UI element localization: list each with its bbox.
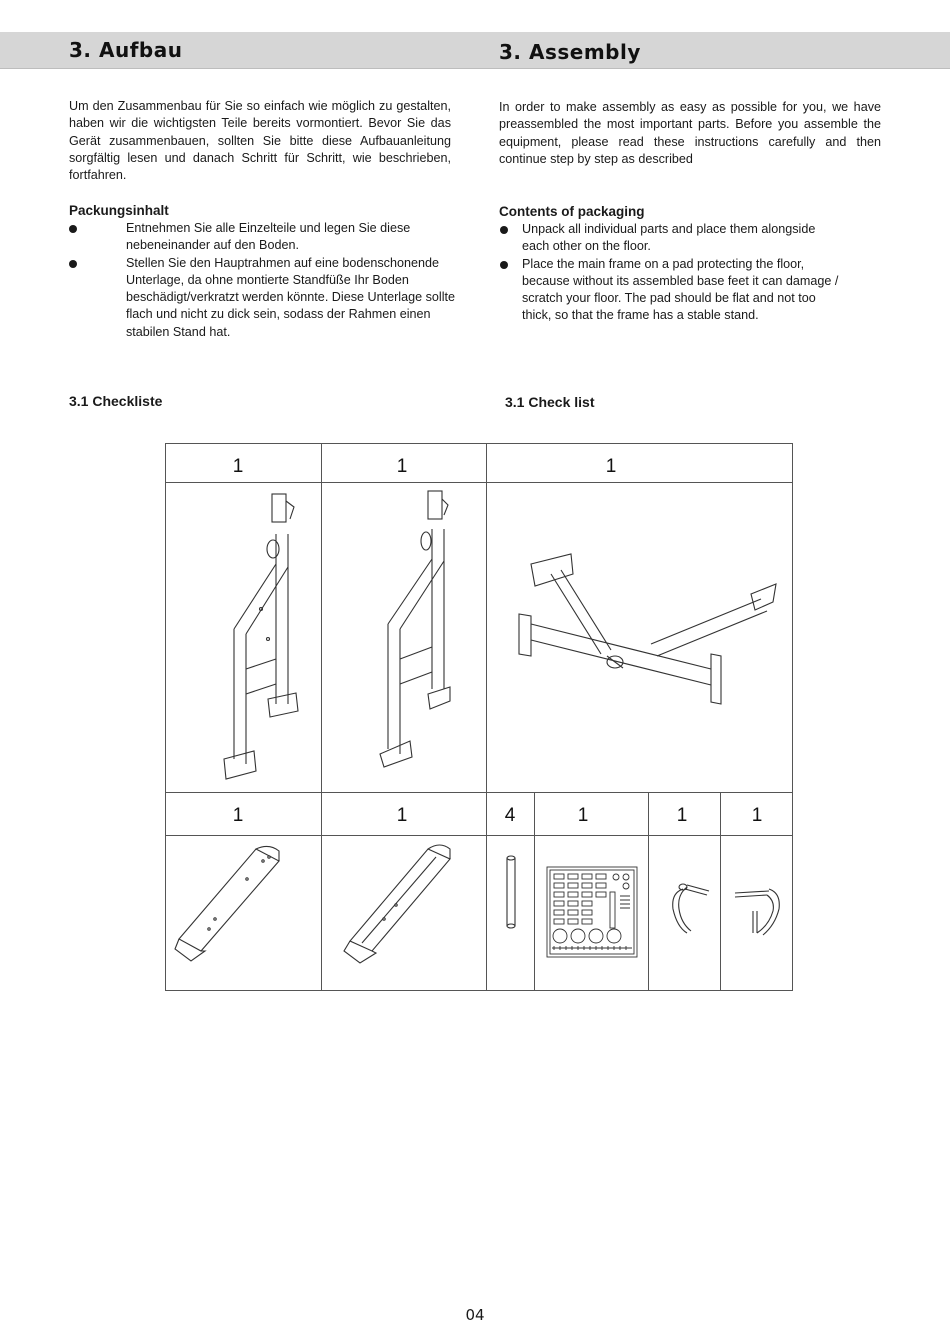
section-title-de: 3. Aufbau bbox=[69, 38, 183, 62]
qty-allen-key-large: 1 bbox=[751, 805, 763, 826]
packaging-title-de: Packungsinhalt bbox=[69, 203, 169, 218]
qty-allen-key-small: 1 bbox=[676, 805, 688, 826]
column-divider bbox=[486, 444, 487, 792]
list-item bbox=[499, 221, 844, 256]
screw-drawing bbox=[501, 854, 521, 934]
qty-rear-foot: 1 bbox=[396, 805, 408, 826]
left-upright-frame-drawing bbox=[206, 489, 316, 789]
allen-key-small-drawing bbox=[661, 879, 713, 939]
checklist-title-de: 3.1 Checkliste bbox=[69, 393, 163, 409]
column-divider bbox=[321, 444, 322, 792]
bullet-icon bbox=[69, 260, 77, 268]
intro-en-text: In order to make assembly as easy as possible for you, we have preassembled the most important parts. Before you assemble the equipment, please read these instructions carefully and then continue step by step as described bbox=[499, 100, 881, 166]
packaging-list-en bbox=[499, 221, 844, 325]
list-item-text: Place the main frame on a pad protecting the floor, because without its assembled base feet it can damage / scratch your floor. The pad should be flat and not too thick, so that the frame has a stable stand. bbox=[522, 256, 839, 323]
list-item-text: Entnehmen Sie alle Einzelteile und legen Sie diese nebeneinander auf den Boden. bbox=[126, 221, 411, 253]
hardware-card-drawing bbox=[546, 866, 638, 958]
qty-right-upright: 1 bbox=[396, 456, 408, 477]
column-divider bbox=[534, 792, 535, 990]
main-base-frame-drawing bbox=[511, 544, 781, 744]
list-item bbox=[499, 256, 844, 325]
list-item bbox=[69, 220, 451, 255]
column-divider bbox=[321, 792, 322, 990]
column-divider bbox=[486, 792, 487, 990]
section-title-en: 3. Assembly bbox=[499, 40, 641, 64]
rear-foot-drawing bbox=[336, 839, 486, 974]
intro-de bbox=[69, 98, 451, 184]
qty-left-upright: 1 bbox=[232, 456, 244, 477]
list-item bbox=[69, 255, 456, 341]
qty-base-frame: 1 bbox=[605, 456, 617, 477]
packaging-title-en: Contents of packaging bbox=[499, 204, 645, 219]
list-item-text: Unpack all individual parts and place them alongside each other on the floor. bbox=[522, 222, 816, 254]
packaging-list-de bbox=[69, 220, 456, 341]
front-foot-drawing bbox=[171, 839, 321, 974]
row-divider bbox=[166, 792, 792, 793]
bullet-icon bbox=[500, 226, 508, 234]
intro-de-text: Um den Zusammenbau für Sie so einfach wie möglich zu gestalten, haben wir die wichtigsten Teile bereits vormontiert. Bevor Sie das Gerät zusammenbauen, sollten Sie bitte diese Aufbauanleitung sorgfältig lesen und danach Schritt für Schritt, wie beschrieben, fortfahren. bbox=[69, 99, 451, 183]
parts-checklist-table bbox=[165, 443, 793, 991]
qty-hardware-card: 1 bbox=[577, 805, 589, 826]
right-upright-frame-drawing bbox=[366, 489, 476, 789]
row-divider bbox=[166, 835, 792, 836]
row-divider bbox=[166, 482, 792, 483]
list-item-text: Stellen Sie den Hauptrahmen auf eine bodenschonende Unterlage, da ohne montierte Standfüße Ihr Boden beschädigt/verkratzt werden könnte. Diese Unterlage sollte flach und nicht zu dick sein, sodass der Rahmen einen stabilen Stand hat. bbox=[126, 255, 456, 339]
qty-screw: 4 bbox=[504, 805, 516, 826]
page-number: 04 bbox=[465, 1306, 485, 1324]
intro-en bbox=[499, 99, 881, 168]
bullet-icon bbox=[500, 261, 508, 269]
qty-front-foot: 1 bbox=[232, 805, 244, 826]
bullet-icon bbox=[69, 225, 77, 233]
column-divider bbox=[648, 792, 649, 990]
column-divider bbox=[720, 792, 721, 990]
checklist-title-en: 3.1 Check list bbox=[505, 394, 595, 410]
allen-key-large-drawing bbox=[731, 881, 786, 941]
